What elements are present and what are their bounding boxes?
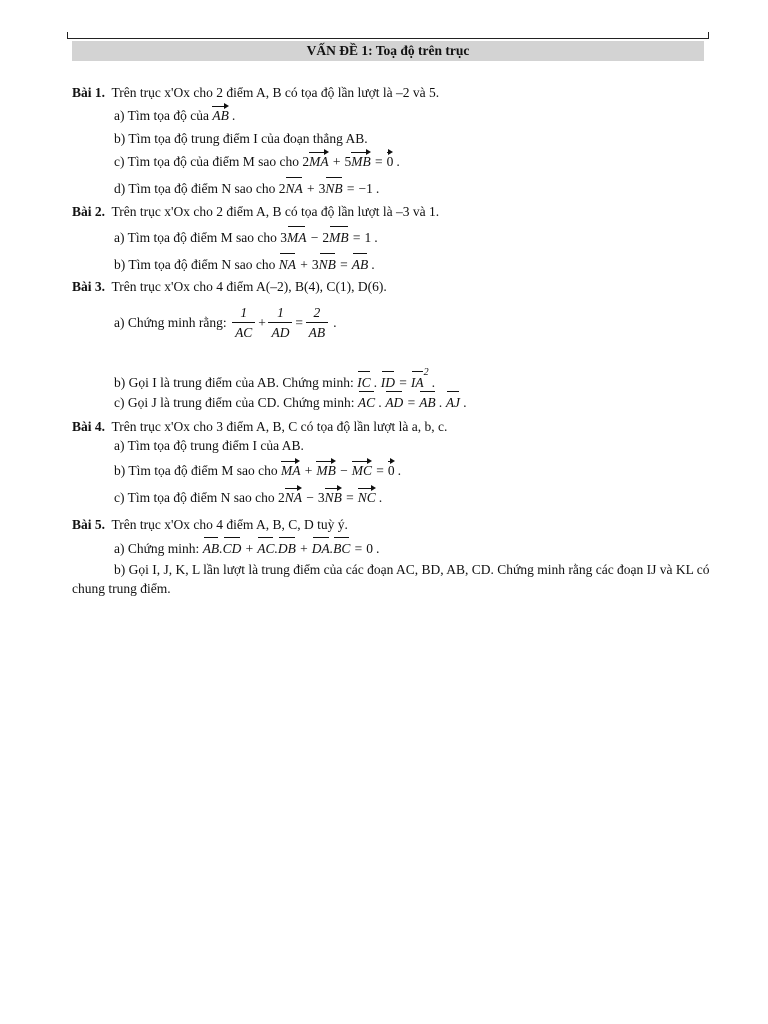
exercise-3b-text: b) Gọi I là trung điểm của AB. Chứng minh:	[114, 375, 354, 390]
exercise-3-intro	[72, 278, 387, 296]
exercise-5b-line1: b) Gọi I, J, K, L lần lượt là trung điểm của các đoạn AC, BD, AB, CD. Chứng minh rằng các đoạn IJ và KL có	[114, 562, 710, 577]
exercise-1c	[114, 153, 400, 171]
exercise-4a: a) Tìm tọa độ trung điểm I của AB.	[114, 438, 304, 453]
exercise-1d	[114, 180, 380, 198]
exercise-4b-text: b) Tìm tọa độ điểm M sao cho	[114, 463, 278, 478]
exercise-4-intro	[72, 418, 447, 436]
exercise-5-intro	[72, 516, 348, 534]
formula-1a: AB .	[212, 108, 236, 123]
exercise-5-label: Bài 5.	[72, 517, 106, 532]
formula-4b: MA + MB − MC = 0 .	[280, 463, 402, 478]
formula-5a: AB.CD + AC.DB + DA.BC = 0 .	[202, 541, 380, 556]
header-rule	[67, 38, 709, 39]
exercise-4-text: Trên trục x'Ox cho 3 điểm A, B, C có tọa độ lần lượt là a, b, c.	[111, 419, 448, 434]
exercise-4c	[114, 489, 383, 507]
exercise-4b	[114, 462, 401, 480]
formula-4c: 2NA − 3NB = NC .	[277, 490, 383, 505]
exercise-1d-text: d) Tìm tọa độ điểm N sao cho	[114, 181, 276, 196]
exercise-3a	[114, 301, 337, 345]
exercise-1c-text: c) Tìm tọa độ của điểm M sao cho	[114, 154, 299, 169]
formula-3a: $\frac{1}{AC}$ + $\frac{1}{AD}$ = $\frac{2}{AB}$ .	[230, 315, 337, 330]
exercise-1-text: Trên trục x'Ox cho 2 điểm A, B có tọa độ lần lượt là –2 và 5.	[111, 85, 440, 100]
section-title: VẤN ĐỀ 1: Toạ độ trên trục	[72, 41, 704, 61]
exercise-3-text: Trên trục x'Ox cho 4 điểm A(–2), B(4), C(1), D(6).	[111, 279, 387, 294]
exercise-2-text: Trên trục x'Ox cho 2 điểm A, B có tọa độ lần lượt là –3 và 1.	[111, 204, 440, 219]
exercise-5b-line2: chung trung điểm.	[72, 581, 171, 596]
exercise-2-label: Bài 2.	[72, 204, 106, 219]
exercise-3b	[114, 364, 435, 392]
exercise-3c-text: c) Gọi J là trung điểm của CD. Chứng minh:	[114, 395, 355, 410]
exercise-2b-text: b) Tìm tọa độ điểm N sao cho	[114, 257, 276, 272]
exercise-2a	[114, 229, 378, 247]
formula-2b: NA + 3NB = AB .	[278, 257, 376, 272]
exercise-5a-text: a) Chứng minh:	[114, 541, 200, 556]
exercise-2a-text: a) Tìm tọa độ điểm M sao cho	[114, 230, 277, 245]
formula-1d: 2NA + 3NB = −1 .	[278, 181, 380, 196]
exercise-1b: b) Tìm tọa độ trung điểm I của đoạn thẳng AB.	[114, 131, 368, 146]
formula-1c: 2MA + 5MB = 0 .	[302, 154, 401, 169]
formula-2a: 3MA − 2MB = 1 .	[280, 230, 378, 245]
formula-3b: IC . ID = $IA^2$ .	[357, 367, 436, 390]
exercise-2b	[114, 256, 375, 274]
formula-3c: AC . AD = AB . AJ .	[357, 395, 467, 410]
exercise-1a-text: a) Tìm tọa độ của	[114, 108, 209, 123]
exercise-5-text: Trên trục x'Ox cho 4 điểm A, B, C, D tuỳ ý.	[111, 517, 348, 532]
header-rule-right-tick	[708, 32, 709, 39]
exercise-4c-text: c) Tìm tọa độ điểm N sao cho	[114, 490, 275, 505]
exercise-1-label: Bài 1.	[72, 85, 106, 100]
exercise-1a	[114, 107, 236, 125]
exercise-1-intro	[72, 84, 439, 102]
exercise-2-intro	[72, 203, 439, 221]
exercise-3-label: Bài 3.	[72, 279, 106, 294]
exercise-3a-text: a) Chứng minh rằng:	[114, 315, 227, 330]
exercise-5a	[114, 540, 380, 558]
exercise-4-label: Bài 4.	[72, 419, 106, 434]
exercise-3c	[114, 394, 467, 412]
